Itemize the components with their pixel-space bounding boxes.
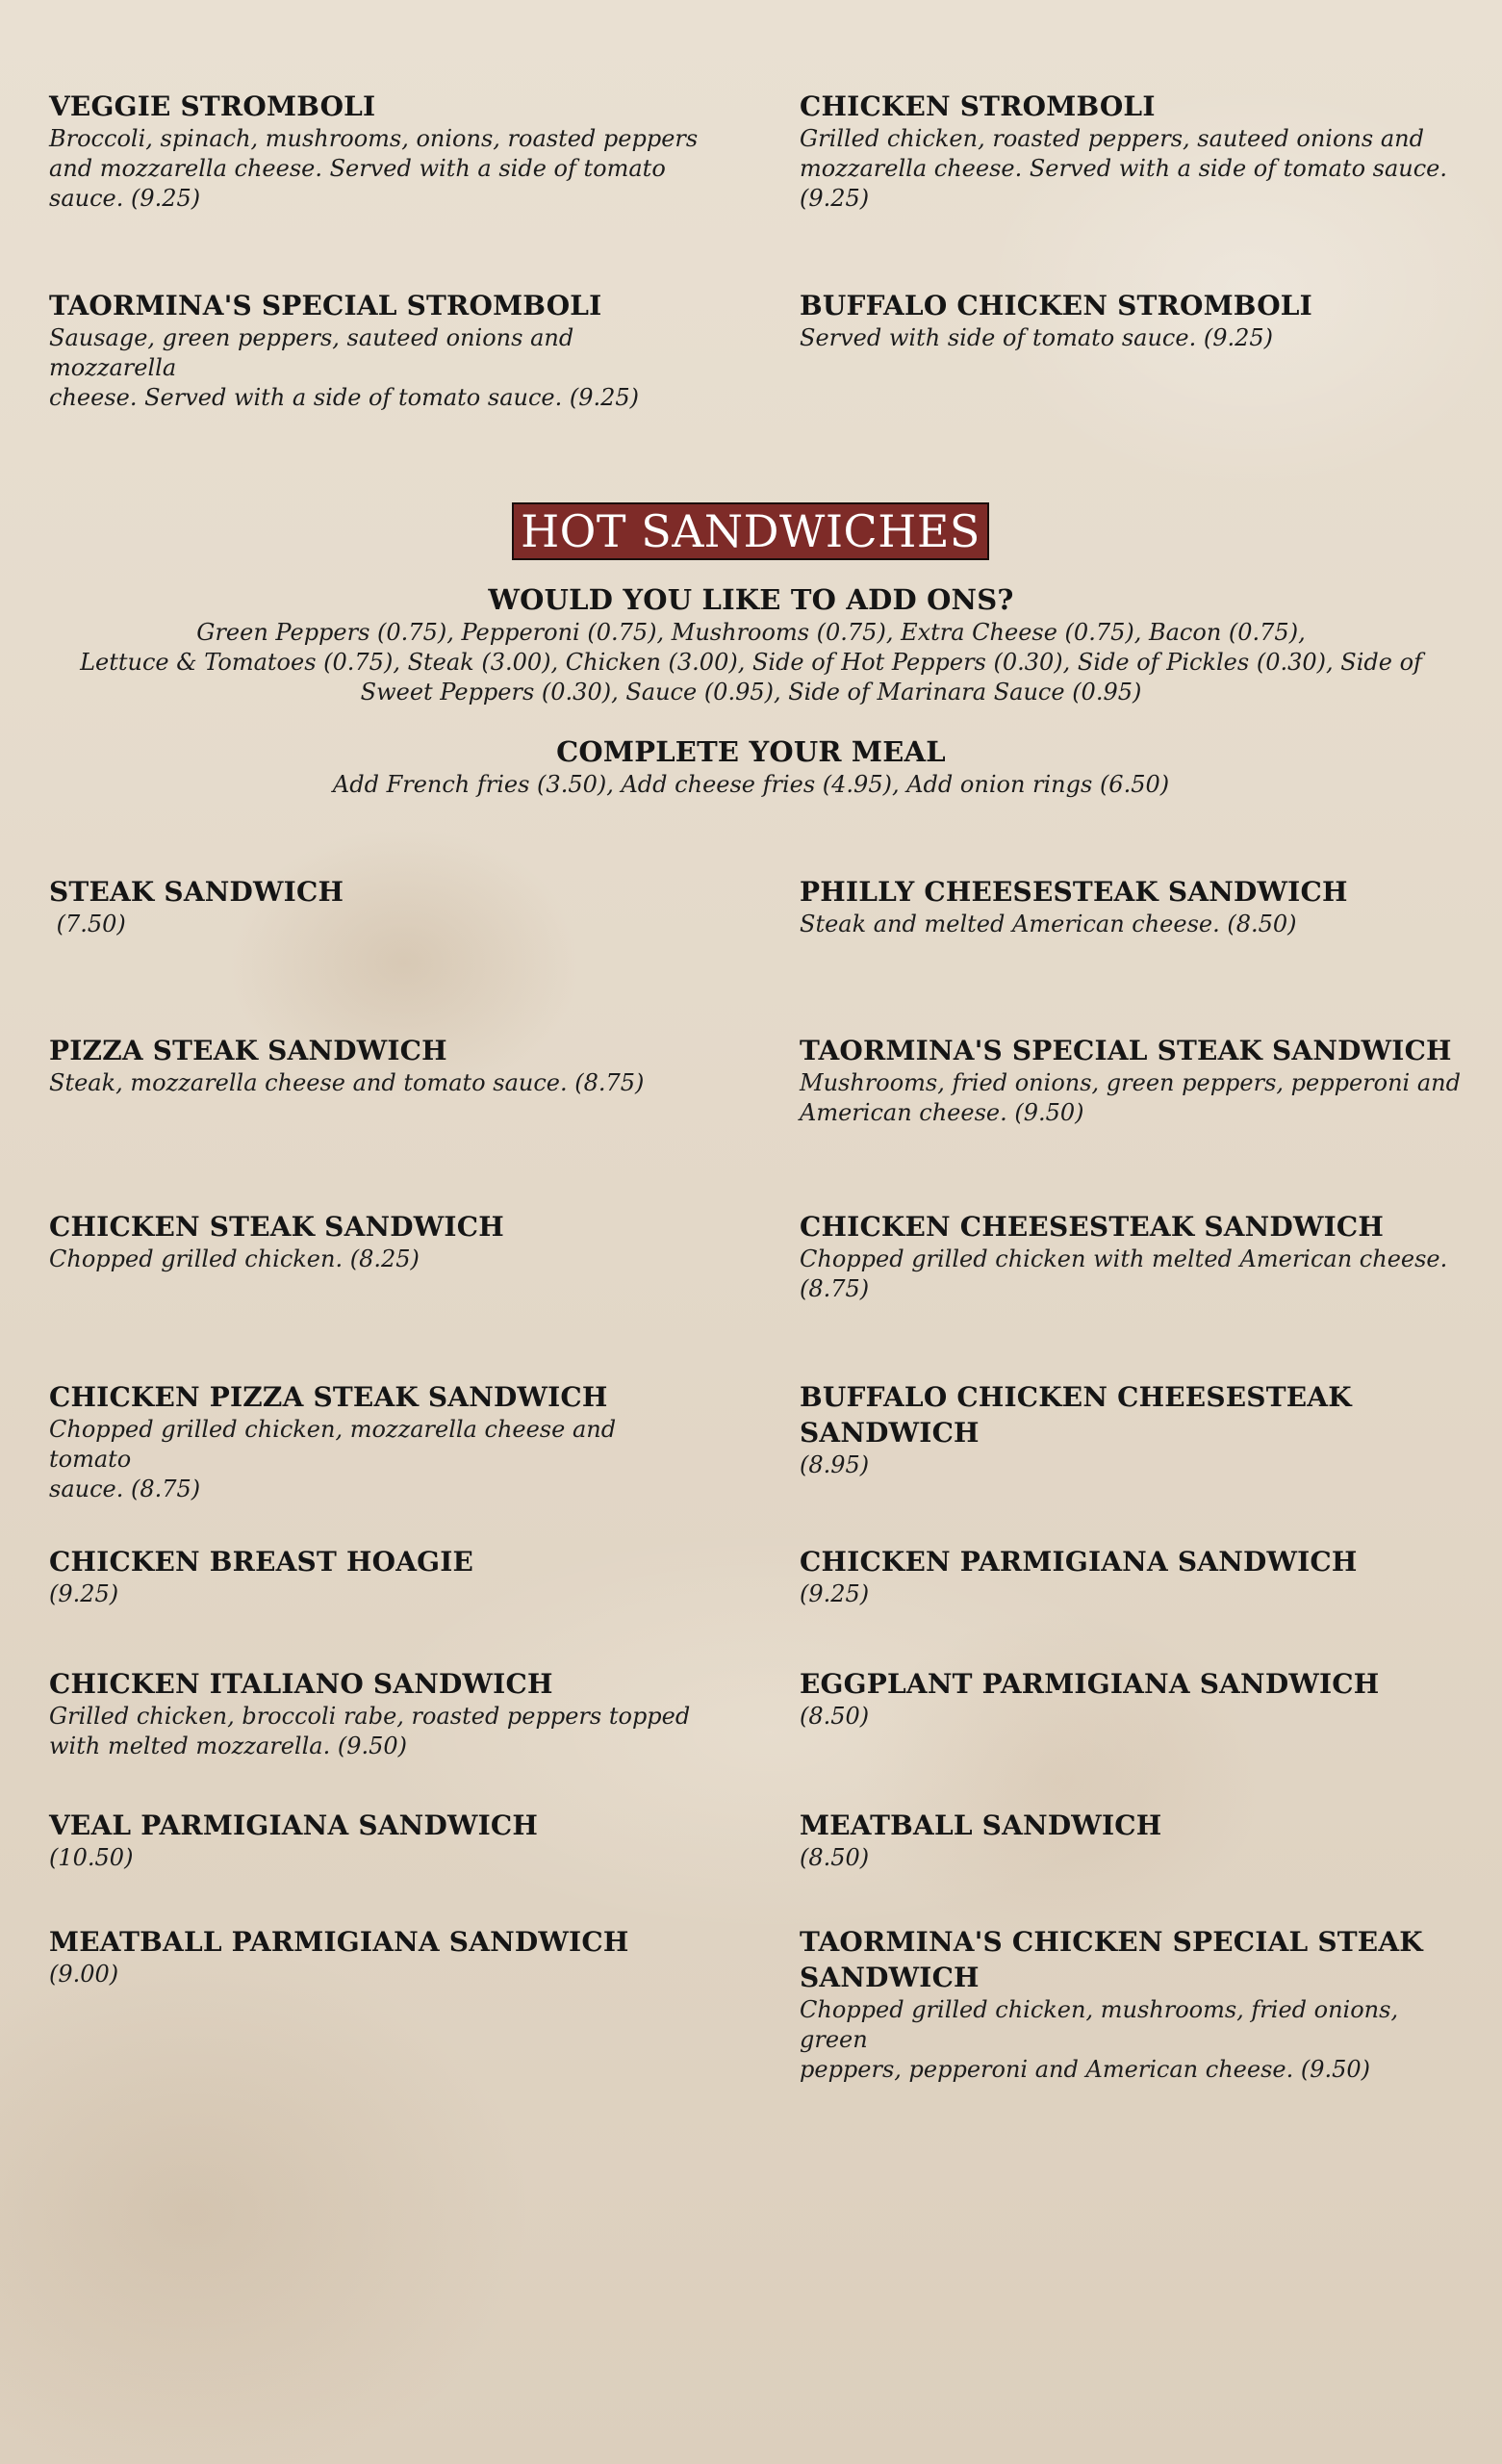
item-description: with melted mozzarella. (9.50)	[49, 1732, 407, 1759]
menu-item-pizza-steak-sandwich	[49, 1033, 703, 1098]
item-description: Sausage, green peppers, sauteed onions and mozzarella	[49, 324, 574, 381]
item-name: MEATBALL PARMIGIANA SANDWICH	[49, 1926, 629, 1958]
item-description: peppers, pepperoni and American cheese. (9.50)	[800, 2056, 1371, 2083]
item-name: TAORMINA'S SPECIAL STROMBOLI	[49, 290, 602, 321]
item-description: Served with side of tomato sauce. (9.25)	[800, 324, 1273, 351]
menu-item-taorminas-chicken-special-steak	[800, 1924, 1464, 2085]
menu-item-chicken-parmigiana	[800, 1544, 1464, 1609]
menu-item-chicken-steak-sandwich	[49, 1209, 703, 1274]
item-description: (9.25)	[800, 1580, 870, 1607]
item-description: American cheese. (9.50)	[800, 1099, 1084, 1126]
item-description: (9.25)	[49, 1580, 119, 1607]
item-name: VEGGIE STROMBOLI	[49, 90, 376, 122]
item-description: (8.50)	[800, 1703, 870, 1730]
item-description: sauce. (8.75)	[49, 1476, 201, 1502]
menu-item-chicken-stromboli	[800, 89, 1464, 214]
addons-line: Sweet Peppers (0.30), Sauce (0.95), Side of Marinara Sauce (0.95)	[360, 679, 1142, 706]
item-name: MEATBALL SANDWICH	[800, 1810, 1162, 1841]
menu-item-buffalo-chicken-cheesesteak	[800, 1379, 1464, 1480]
item-name: CHICKEN STROMBOLI	[800, 90, 1156, 122]
menu-item-buffalo-chicken-stromboli	[800, 288, 1464, 353]
item-description: and mozzarella cheese. Served with a side of tomato	[49, 155, 666, 182]
item-name: CHICKEN CHEESESTEAK SANDWICH	[800, 1211, 1385, 1243]
item-name: SANDWICH	[800, 1417, 980, 1449]
addons-line: Lettuce & Tomatoes (0.75), Steak (3.00), Chicken (3.00), Side of Hot Peppers (0.30), Side of Pickles (0.30), Side of	[80, 649, 1422, 676]
item-description: (7.50)	[49, 911, 126, 937]
menu-item-chicken-cheesesteak	[800, 1209, 1464, 1304]
item-description: (8.75)	[800, 1275, 870, 1302]
complete-meal-block	[77, 733, 1425, 800]
section-title-banner	[512, 502, 989, 560]
item-description: sauce. (9.25)	[49, 185, 201, 212]
menu-item-veal-parmigiana	[49, 1808, 703, 1873]
menu-item-chicken-pizza-steak	[49, 1379, 703, 1504]
item-name: CHICKEN BREAST HOAGIE	[49, 1546, 474, 1578]
item-description: Grilled chicken, broccoli rabe, roasted peppers topped	[49, 1703, 691, 1730]
item-name: CHICKEN PARMIGIANA SANDWICH	[800, 1546, 1358, 1578]
item-description: (10.50)	[49, 1844, 134, 1871]
item-name: BUFFALO CHICKEN STROMBOLI	[800, 290, 1312, 321]
menu-item-chicken-breast-hoagie	[49, 1544, 703, 1609]
item-name: TAORMINA'S SPECIAL STEAK SANDWICH	[800, 1035, 1452, 1066]
menu-item-chicken-italiano	[49, 1666, 703, 1761]
item-description: Mushrooms, fried onions, green peppers, pepperoni and	[800, 1069, 1461, 1096]
item-description: Chopped grilled chicken with melted American cheese.	[800, 1245, 1448, 1272]
item-description: Chopped grilled chicken, mushrooms, fried onions, green	[800, 1996, 1399, 2053]
item-description: Steak and melted American cheese. (8.50)	[800, 911, 1297, 937]
item-name: TAORMINA'S CHICKEN SPECIAL STEAK	[800, 1926, 1423, 1958]
item-description: (9.00)	[49, 1961, 119, 1988]
menu-item-meatball-parmigiana	[49, 1924, 703, 1989]
item-description: (8.50)	[800, 1844, 870, 1871]
item-description: (9.25)	[800, 185, 870, 212]
item-name: CHICKEN PIZZA STEAK SANDWICH	[49, 1381, 608, 1413]
item-name: EGGPLANT PARMIGIANA SANDWICH	[800, 1668, 1380, 1700]
menu-item-philly-cheesesteak	[800, 874, 1464, 939]
item-name: VEAL PARMIGIANA SANDWICH	[49, 1810, 539, 1841]
item-description: Broccoli, spinach, mushrooms, onions, roasted peppers	[49, 125, 699, 152]
item-description: mozzarella cheese. Served with a side of tomato sauce.	[800, 155, 1447, 182]
item-name: BUFFALO CHICKEN CHEESESTEAK	[800, 1381, 1352, 1413]
item-description: Steak, mozzarella cheese and tomato sauce. (8.75)	[49, 1069, 645, 1096]
menu-item-veggie-stromboli	[49, 89, 703, 214]
menu-item-meatball-sandwich	[800, 1808, 1464, 1873]
item-description: Chopped grilled chicken. (8.25)	[49, 1245, 420, 1272]
addons-heading: WOULD YOU LIKE TO ADD ONS?	[488, 583, 1014, 616]
item-description: Chopped grilled chicken, mozzarella cheese and tomato	[49, 1416, 617, 1473]
item-name: SANDWICH	[800, 1962, 980, 1993]
addons-block	[77, 581, 1425, 707]
complete-meal-heading: COMPLETE YOUR MEAL	[556, 735, 946, 768]
item-name: STEAK SANDWICH	[49, 876, 344, 908]
item-description: cheese. Served with a side of tomato sauce. (9.25)	[49, 384, 640, 411]
menu-item-taorminas-special-steak	[800, 1033, 1464, 1128]
menu-item-taorminas-special-stromboli	[49, 288, 703, 413]
item-name: CHICKEN ITALIANO SANDWICH	[49, 1668, 553, 1700]
item-name: CHICKEN STEAK SANDWICH	[49, 1211, 504, 1243]
complete-meal-line: Add French fries (3.50), Add cheese fries (4.95), Add onion rings (6.50)	[332, 771, 1170, 798]
item-name: PIZZA STEAK SANDWICH	[49, 1035, 447, 1066]
item-description: Grilled chicken, roasted peppers, sauteed onions and	[800, 125, 1424, 152]
item-name: PHILLY CHEESESTEAK SANDWICH	[800, 876, 1348, 908]
section-title: HOT SANDWICHES	[521, 505, 980, 557]
item-description: (8.95)	[800, 1451, 870, 1478]
addons-line: Green Peppers (0.75), Pepperoni (0.75), Mushrooms (0.75), Extra Cheese (0.75), Bacon (0.75),	[196, 619, 1306, 646]
menu-item-steak-sandwich	[49, 874, 703, 939]
menu-item-eggplant-parmigiana	[800, 1666, 1464, 1732]
